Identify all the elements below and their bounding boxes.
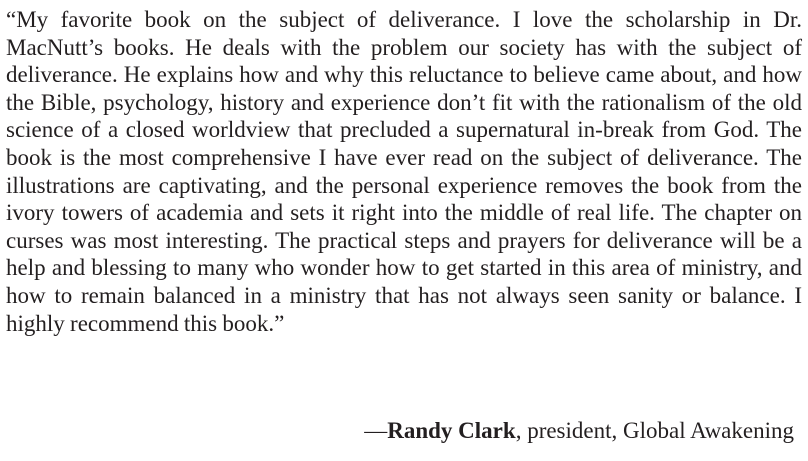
endorsement-quote: “My favorite book on the subject of deliverance. I love the scholarship in Dr. MacNutt’s books. He deals with the problem our society has with the subject of deliverance. He explains how and why this reluctance to believe came about, and how the Bible, psychology, history and experience don’t fit with the rationalism of the old science of a closed worldview that precluded a supernatural in-break from God. The book is the most comprehensive I have ever read on the subject of deliverance. The illustrations are captivating, and the personal experience removes the book from the ivory towers of academia and sets it right into the middle of real life. The chapter on curses was most interesting. The practical steps and prayers for deliverance will be a help and blessing to many who wonder how to get started in this area of ministry, and how to remain balanced in a ministry that has not always seen sanity or balance. I highly recommend this book.”: [6, 7, 802, 336]
author-title: , president, Global Awakening: [515, 418, 794, 443]
author-name: Randy Clark: [387, 418, 516, 443]
endorsement-attribution: [364, 417, 794, 445]
attribution-dash: —: [364, 418, 388, 443]
